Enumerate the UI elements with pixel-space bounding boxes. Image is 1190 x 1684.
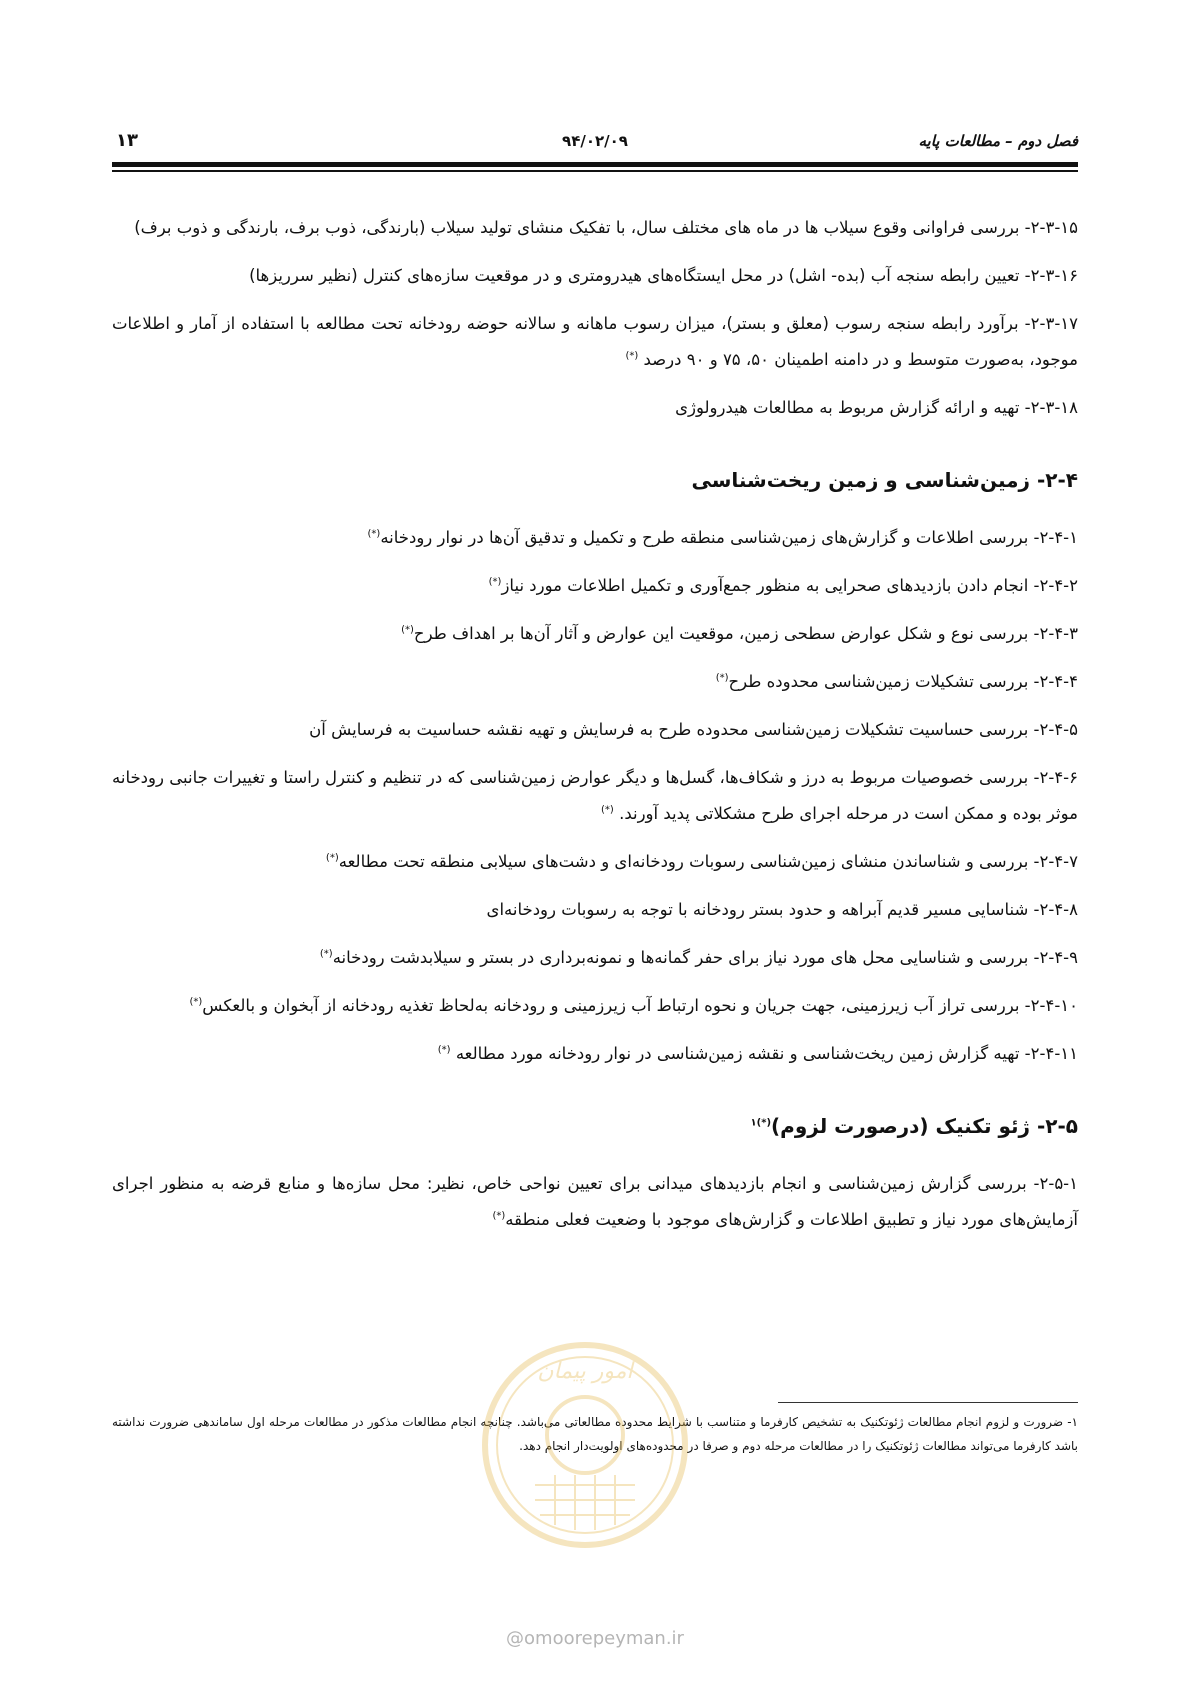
footnote-mark: (*) — [401, 624, 414, 636]
paragraph: ۲-۳-۱۵- بررسی فراوانی وقوع سیلاب ها در ماه های مختلف سال، با تفکیک منشای تولید سیلاب (بارندگی، ذوب برف، بارندگی و ذوب برف) — [134, 218, 1078, 237]
list-item: ۲-۴-۱۰- بررسی تراز آب زیرزمینی، جهت جریان و نحوه ارتباط آب زیرزمینی و رودخانه به‌لحاظ تغذیه رودخانه از آبخوان و بالعکس(*) — [189, 996, 1078, 1015]
footnote-mark: (*) — [492, 1210, 506, 1222]
list-item: ۲-۵-۱- بررسی گزارش زمین‌شناسی و انجام بازدیدهای میدانی برای تعیین نواحی خاص، نظیر: محل سازه‌ها و منابع قرضه به منظور اجرای آزمایش‌های مورد نیاز و تطبیق اطلاعات و گزارش‌های موجود با وضعیت فعلی منطقه(*) — [112, 1174, 1078, 1229]
header-rule-thin — [112, 170, 1078, 172]
list-item: ۲-۴-۷- بررسی و شناساندن منشای زمین‌شناسی رسوبات رودخانه‌ای و دشت‌های سیلابی منطقه تحت مطالعه(*) — [325, 852, 1078, 871]
footnote-mark: (*) — [189, 996, 203, 1008]
list-item: ۲-۴-۵- بررسی حساسیت تشکیلات زمین‌شناسی محدوده طرح به فرسایش و تهیه نقشه حساسیت به فرسایش آن — [309, 720, 1078, 739]
section-heading-geotechnic: ۲-۵- ژئو تکنیک (درصورت لزوم)$^{(*)۱}$ — [750, 1114, 1078, 1138]
header-date: ۹۴/۰۲/۰۹ — [562, 132, 628, 150]
page-number: ۱۳ — [116, 130, 138, 151]
footnote-mark: (*) — [488, 576, 502, 588]
watermark-url: @omoorepeyman.ir — [506, 1628, 684, 1649]
running-header — [112, 128, 1078, 156]
list-item: ۲-۴-۲- انجام دادن بازدیدهای صحرایی به منظور جمع‌آوری و تکمیل اطلاعات مورد نیاز(*) — [488, 576, 1078, 595]
footnote-mark: (*) — [715, 672, 729, 684]
paragraph: ۲-۳-۱۷- برآورد رابطه سنجه رسوب (معلق و بستر)، میزان رسوب ماهانه و سالانه حوضه رودخانه تحت مطالعه با استفاده از آمار و اطلاعات موجود، به‌صورت متوسط و در دامنه اطمینان ۵۰، ۷۵ و ۹۰ درصد (*) — [112, 314, 1078, 369]
list-item: ۲-۴-۶- بررسی خصوصیات مربوط به درز و شکاف‌ها، گسل‌ها و دیگر عوارض زمین‌شناسی که در تنظیم و کنترل راستا و تغییرات جانبی رودخانه موثر بوده و ممکن است در مرحله اجرای طرح مشکلاتی پدید آورند. (*) — [112, 768, 1078, 823]
paragraph: ۲-۳-۱۶- تعیین رابطه سنجه آب (بده- اشل) در محل ایستگاه‌های هیدرومتری و در موقعیت سازه‌های کنترل (نظیر سرریزها) — [249, 266, 1078, 285]
footnote-mark: (*) — [601, 804, 614, 816]
list-item: ۲-۴-۴- بررسی تشکیلات زمین‌شناسی محدوده طرح(*) — [715, 672, 1078, 691]
footnote-mark: (*) — [625, 350, 639, 362]
seal-watermark-icon — [480, 1340, 690, 1550]
list-item: ۲-۴-۹- بررسی و شناسایی محل های مورد نیاز برای حفر گمانه‌ها و نمونه‌برداری در بستر و سیلابدشت رودخانه(*) — [319, 948, 1078, 967]
paragraph: ۲-۳-۱۸- تهیه و ارائه گزارش مربوط به مطالعات هیدرولوژی — [675, 398, 1078, 417]
footnote-mark: (*) — [437, 1044, 451, 1056]
header-rule-thick — [112, 162, 1078, 167]
footnote: ۱- ضرورت و لزوم انجام مطالعات ژئوتکنیک به تشخیص کارفرما و متناسب با شرایط محدوده مطالعاتی می‌باشد. چنانچه انجام مطالعات مذکور در مطالعات مرحله اول ساماندهی ضرورت نداشته باشد کارفرما می‌تواند مطالعات ژئوتکنیک را در مطالعات مرحله دوم و صرفا در محدوده‌های اولویت‌دار انجام دهد. — [112, 1415, 1078, 1453]
footnote-mark: (*) — [325, 852, 339, 864]
seal-text: امور پیمان — [537, 1359, 633, 1384]
body-text — [112, 210, 1078, 1250]
section-heading-geology: ۲-۴- زمین‌شناسی و زمین ریخت‌شناسی — [691, 468, 1078, 492]
footnote-separator — [778, 1402, 1078, 1403]
footnote-mark: (*)۱ — [750, 1117, 772, 1129]
list-item: ۲-۴-۸- شناسایی مسیر قدیم آبراهه و حدود بستر رودخانه با توجه به رسوبات رودخانه‌ای — [486, 900, 1078, 919]
list-item: ۲-۴-۱۱- تهیه گزارش زمین ریخت‌شناسی و نقشه زمین‌شناسی در نوار رودخانه مورد مطالعه (*) — [437, 1044, 1078, 1063]
footnote-mark: (*) — [319, 948, 333, 960]
chapter-title: فصل دوم – مطالعات پایه — [918, 132, 1078, 150]
list-item: ۲-۴-۳- بررسی نوع و شکل عوارض سطحی زمین، موقعیت این عوارض و آثار آن‌ها بر اهداف طرح(*) — [401, 624, 1078, 643]
footnote-mark: (*) — [367, 528, 381, 540]
list-item: ۲-۴-۱- بررسی اطلاعات و گزارش‌های زمین‌شناسی منطقه طرح و تکمیل و تدقیق آن‌ها در نوار رودخانه(*) — [367, 528, 1078, 547]
